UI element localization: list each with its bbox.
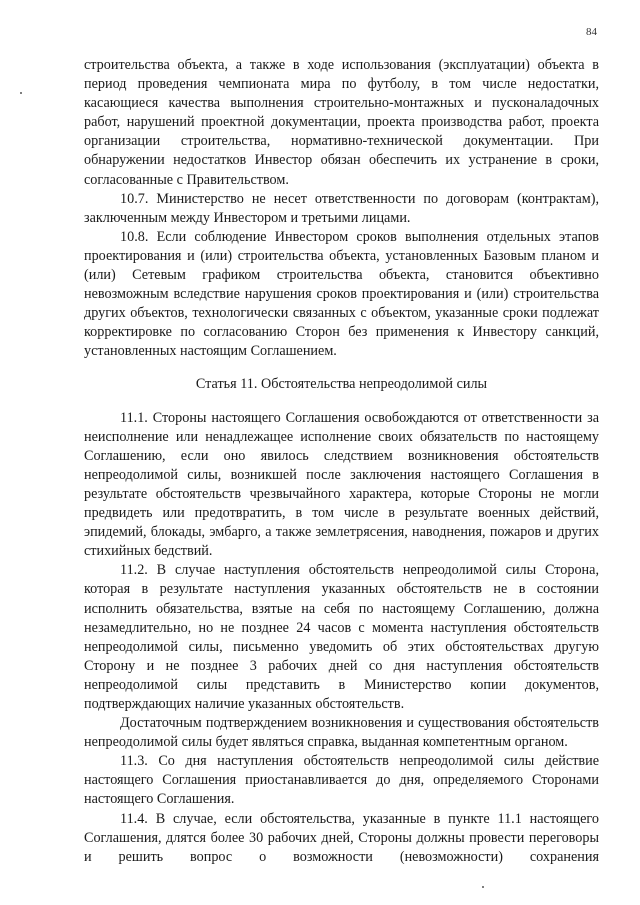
paragraph-11-2-confirmation: Достаточным подтверждением возникновения и существования обстоятельств непреодолимой силы будет являться справка, выданная компетентным органом. xyxy=(84,715,599,751)
paragraph-continuation: строительства объекта, а также в ходе использования (эксплуатации) объекта в период проведения чемпионата мира по футболу, в том числе недостатки, касающиеся качества выполнения строительно-монтажных и пусконаладочных работ, нарушений проектной документации, проекта производства работ, проекта организации строительства, нормативно-технической документации. При обнаружении недостатков Инвестор обязан обеспечить их устранение в сроки, согласованные с Правительством. xyxy=(84,57,599,188)
paragraph-11-3: 11.3. Со дня наступления обстоятельств непреодолимой силы действие настоящего Соглашения приостанавливается до дня, определяемого Сторонами настоящего Соглашения. xyxy=(84,753,599,808)
scan-speck xyxy=(20,92,22,94)
paragraph-11-4: 11.4. В случае, если обстоятельства, указанные в пункте 11.1 настоящего Соглашения, длятся более 30 рабочих дней, Стороны должны провести переговоры и решить вопрос о возможности (невозможности) сохранения xyxy=(84,810,599,865)
article-heading: Статья 11. Обстоятельства непреодолимой силы xyxy=(195,375,488,392)
page-number: 84 xyxy=(586,26,597,38)
paragraph-11-2: 11.2. В случае наступления обстоятельств непреодолимой силы Сторона, которая в результате наступления указанных обстоятельств не в состоянии исполнить обязательства, взятые на себя по настоящему Соглашению, должна незамедлительно, но не позднее 24 часов с момента наступления обстоятельств непреодолимой силы, письменно уведомить об этих обстоятельствах другую Сторону и не позднее 3 рабочих дней со дня наступления обстоятельств непреодолимой силы представить в Министерство копии документов, подтверждающих наличие указанных обстоятельств. xyxy=(84,562,599,712)
paragraph-10-7: 10.7. Министерство не несет ответственности по договорам (контрактам), заключенным между Инвестором и третьими лицами. xyxy=(84,190,599,226)
scan-speck xyxy=(482,886,484,888)
document-body xyxy=(84,56,599,867)
paragraph-10-8: 10.8. Если соблюдение Инвестором сроков выполнения отдельных этапов проектирования и (или) строительства объекта, установленных Базовым планом и (или) Сетевым графиком строительства объекта, становится объективно невозможным вследствие нарушения сроков проектирования и (или) строительства других объектов, технологически связанных с объектом, указанные сроки подлежат корректировке по согласованию Сторон без применения к Инвестору санкций, установленных настоящим Соглашением. xyxy=(84,228,599,360)
paragraph-11-1: 11.1. Стороны настоящего Соглашения освобождаются от ответственности за неисполнение или ненадлежащее исполнение своих обязательств по настоящему Соглашению, если оно явилось следствием возникновения обстоятельств непреодолимой силы, возникшей после заключения настоящего Соглашения в результате обстоятельств чрезвычайного характера, которые Стороны не могли предвидеть или предотвратить, в том числе в результате военных действий, эпидемий, блокады, эмбарго, а также землетрясения, наводнения, пожаров и других стихийных бедствий. xyxy=(84,409,599,560)
